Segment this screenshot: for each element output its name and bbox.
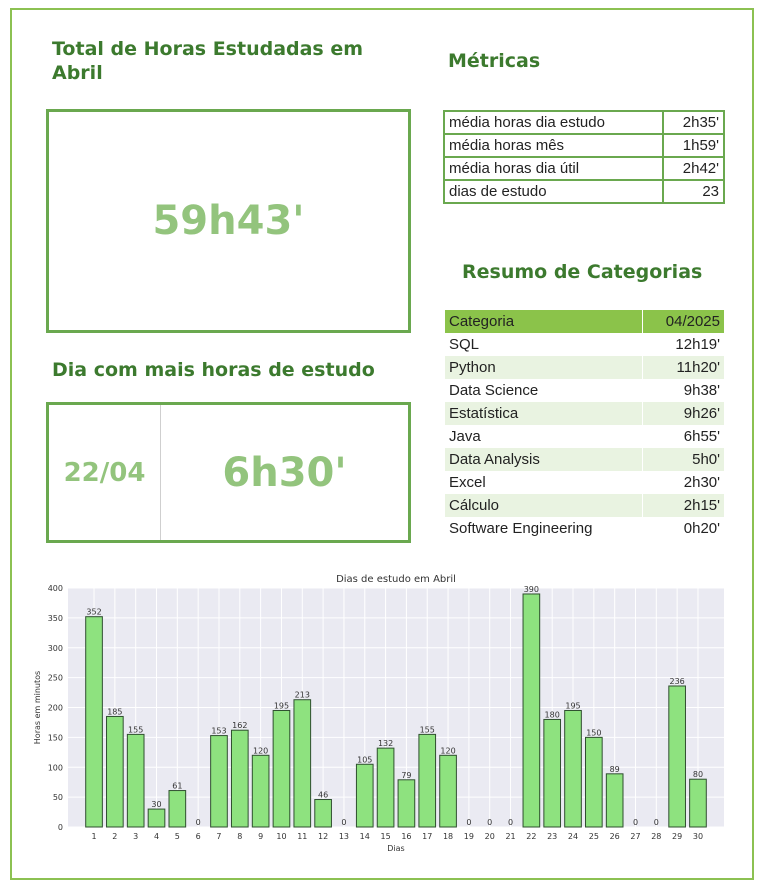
metric-value: 2h42' bbox=[663, 157, 724, 180]
categories-table bbox=[445, 310, 724, 540]
bar bbox=[606, 774, 623, 827]
x-tick-label: 7 bbox=[216, 832, 222, 841]
x-tick-label: 18 bbox=[442, 832, 454, 841]
category-name: Data Science bbox=[449, 382, 539, 399]
bar bbox=[107, 716, 124, 827]
categories-header-row bbox=[445, 310, 724, 333]
x-tick-label: 23 bbox=[547, 832, 558, 841]
x-tick-label: 10 bbox=[276, 832, 287, 841]
bar-data-label: 180 bbox=[544, 710, 560, 720]
category-name: SQL bbox=[449, 336, 480, 353]
x-tick-label: 14 bbox=[359, 832, 370, 841]
bar-data-label: 0 bbox=[653, 818, 659, 827]
bar bbox=[440, 755, 457, 827]
bar-data-label: 0 bbox=[195, 818, 201, 827]
bar-data-label: 30 bbox=[151, 800, 162, 810]
bar bbox=[315, 800, 332, 827]
x-tick-label: 25 bbox=[588, 832, 599, 841]
bar-data-label: 132 bbox=[377, 739, 394, 749]
category-row bbox=[445, 333, 724, 356]
bar bbox=[398, 780, 415, 827]
category-value: 0h20' bbox=[642, 517, 724, 540]
x-tick-label: 11 bbox=[297, 832, 308, 841]
y-tick-label: 100 bbox=[47, 763, 63, 773]
bar-data-label: 236 bbox=[669, 676, 685, 686]
bar bbox=[356, 764, 373, 827]
bar-data-label: 195 bbox=[273, 701, 290, 711]
metrics-title: Métricas bbox=[448, 50, 541, 72]
category-name: Data Analysis bbox=[445, 448, 642, 471]
category-value: 5h0' bbox=[642, 448, 724, 471]
period-header: 04/2025 bbox=[642, 310, 724, 333]
metrics-row bbox=[444, 180, 724, 203]
category-row bbox=[445, 494, 724, 517]
x-tick-label: 15 bbox=[380, 832, 391, 841]
bar bbox=[273, 710, 290, 827]
bar-data-label: 0 bbox=[632, 818, 639, 827]
category-row bbox=[445, 425, 724, 448]
metrics-row bbox=[444, 111, 724, 134]
x-tick-label: 8 bbox=[237, 832, 243, 841]
y-tick-label: 150 bbox=[47, 733, 63, 743]
x-tick-label: 27 bbox=[630, 832, 641, 841]
bar-data-label: 390 bbox=[523, 584, 540, 594]
best-day-value: 6h30' bbox=[222, 449, 347, 496]
bar-data-label: 105 bbox=[357, 755, 373, 765]
category-name: Cálculo bbox=[445, 494, 642, 517]
metric-value: 23 bbox=[663, 180, 724, 203]
category-name: Excel bbox=[449, 474, 486, 491]
bar bbox=[669, 686, 686, 827]
category-name: Python bbox=[445, 356, 642, 379]
x-tick-label: 13 bbox=[338, 832, 350, 841]
best-day-title: Dia com mais horas de estudo bbox=[52, 359, 375, 381]
category-value: 2h15' bbox=[642, 494, 724, 517]
bar bbox=[169, 791, 186, 827]
category-name: Software Engineering bbox=[449, 520, 593, 537]
x-tick-label: 3 bbox=[133, 832, 139, 841]
bar bbox=[544, 719, 561, 827]
categories-title: Resumo de Categorias bbox=[462, 261, 703, 283]
bar-data-label: 120 bbox=[252, 746, 269, 756]
chart-y-axis-label: Horas em minutos bbox=[33, 670, 42, 745]
bar bbox=[294, 700, 311, 827]
category-value: 12h19' bbox=[642, 333, 724, 356]
x-tick-label: 21 bbox=[505, 832, 516, 841]
bar-data-label: 80 bbox=[692, 770, 704, 780]
bar-data-label: 213 bbox=[294, 690, 310, 700]
x-tick-label: 28 bbox=[651, 832, 662, 841]
x-tick-label: 6 bbox=[195, 832, 201, 841]
category-row bbox=[445, 402, 724, 425]
bar bbox=[586, 737, 603, 827]
total-hours-card bbox=[46, 109, 411, 333]
bar bbox=[148, 809, 165, 827]
bar-data-label: 46 bbox=[318, 790, 329, 800]
category-value: 11h20' bbox=[642, 356, 724, 379]
metric-label: média horas dia estudo bbox=[444, 111, 663, 134]
x-tick-label: 1 bbox=[91, 832, 97, 841]
bar-data-label: 0 bbox=[507, 818, 514, 827]
y-tick-label: 50 bbox=[52, 793, 63, 803]
category-header: Categoria bbox=[445, 310, 642, 333]
category-row bbox=[445, 448, 724, 471]
bar bbox=[231, 730, 248, 827]
x-tick-label: 2 bbox=[112, 832, 118, 841]
bar-data-label: 155 bbox=[419, 725, 435, 735]
study-days-chart bbox=[28, 568, 732, 858]
bar bbox=[523, 594, 540, 827]
bar bbox=[419, 734, 436, 827]
category-name: Java bbox=[449, 428, 481, 445]
bar-data-label: 89 bbox=[609, 764, 620, 774]
y-tick-label: 200 bbox=[47, 703, 63, 713]
bar-data-label: 120 bbox=[440, 746, 456, 756]
bar-data-label: 61 bbox=[172, 781, 183, 791]
bar bbox=[377, 748, 394, 827]
y-tick-label: 300 bbox=[47, 643, 63, 653]
metrics-table bbox=[443, 110, 725, 204]
x-tick-label: 4 bbox=[153, 832, 160, 841]
metric-label: média horas dia útil bbox=[444, 157, 663, 180]
metrics-row bbox=[444, 157, 724, 180]
category-value: 6h55' bbox=[642, 425, 724, 448]
bar bbox=[252, 755, 269, 827]
category-row bbox=[445, 379, 724, 402]
bar-data-label: 0 bbox=[466, 818, 472, 827]
bar-data-label: 0 bbox=[341, 818, 347, 827]
category-value: 9h26' bbox=[642, 402, 724, 425]
best-day-card bbox=[46, 402, 411, 543]
x-tick-label: 5 bbox=[174, 832, 180, 841]
bar-data-label: 195 bbox=[565, 701, 581, 711]
y-tick-label: 0 bbox=[57, 823, 63, 832]
y-tick-label: 400 bbox=[47, 584, 63, 593]
metrics-row bbox=[444, 134, 724, 157]
x-tick-label: 19 bbox=[463, 832, 474, 841]
best-day-date: 22/04 bbox=[49, 405, 161, 540]
category-value: 9h38' bbox=[642, 379, 724, 402]
x-tick-label: 17 bbox=[422, 832, 433, 841]
bar bbox=[86, 617, 103, 827]
bar bbox=[565, 710, 582, 827]
x-tick-label: 26 bbox=[609, 832, 620, 841]
bar-data-label: 352 bbox=[86, 607, 102, 617]
category-name: Estatística bbox=[445, 402, 642, 425]
total-hours-title: Total de Horas Estudadas em Abril bbox=[52, 38, 364, 84]
bar-data-label: 79 bbox=[401, 770, 412, 780]
category-row bbox=[445, 517, 724, 540]
chart-x-axis-label: Dias bbox=[387, 844, 405, 853]
x-tick-label: 16 bbox=[401, 832, 412, 841]
bar bbox=[211, 736, 228, 827]
bar-data-label: 162 bbox=[232, 721, 248, 731]
chart-title: Dias de estudo em Abril bbox=[336, 574, 456, 585]
bar-data-label: 153 bbox=[211, 726, 227, 736]
bar bbox=[127, 734, 144, 827]
category-value: 2h30' bbox=[642, 471, 724, 494]
x-tick-label: 20 bbox=[484, 832, 495, 841]
x-tick-label: 24 bbox=[567, 832, 579, 841]
metric-label: dias de estudo bbox=[444, 180, 663, 203]
bar bbox=[690, 779, 707, 827]
category-row bbox=[445, 356, 724, 379]
x-tick-label: 29 bbox=[672, 832, 683, 841]
bar-data-label: 150 bbox=[586, 728, 602, 738]
metric-value: 1h59' bbox=[663, 134, 724, 157]
chart-plot-layer bbox=[48, 584, 724, 841]
y-tick-label: 350 bbox=[47, 613, 63, 623]
x-tick-label: 12 bbox=[318, 832, 329, 841]
x-tick-label: 9 bbox=[258, 832, 264, 841]
total-hours-value: 59h43' bbox=[152, 198, 305, 244]
category-row bbox=[445, 471, 724, 494]
metric-label: média horas mês bbox=[444, 134, 663, 157]
bar-data-label: 155 bbox=[128, 725, 144, 735]
bar-data-label: 185 bbox=[107, 707, 123, 717]
x-tick-label: 30 bbox=[692, 832, 704, 841]
bar-data-label: 0 bbox=[487, 818, 493, 827]
x-tick-label: 22 bbox=[526, 832, 537, 841]
y-tick-label: 250 bbox=[47, 673, 63, 683]
metric-value: 2h35' bbox=[663, 111, 724, 134]
